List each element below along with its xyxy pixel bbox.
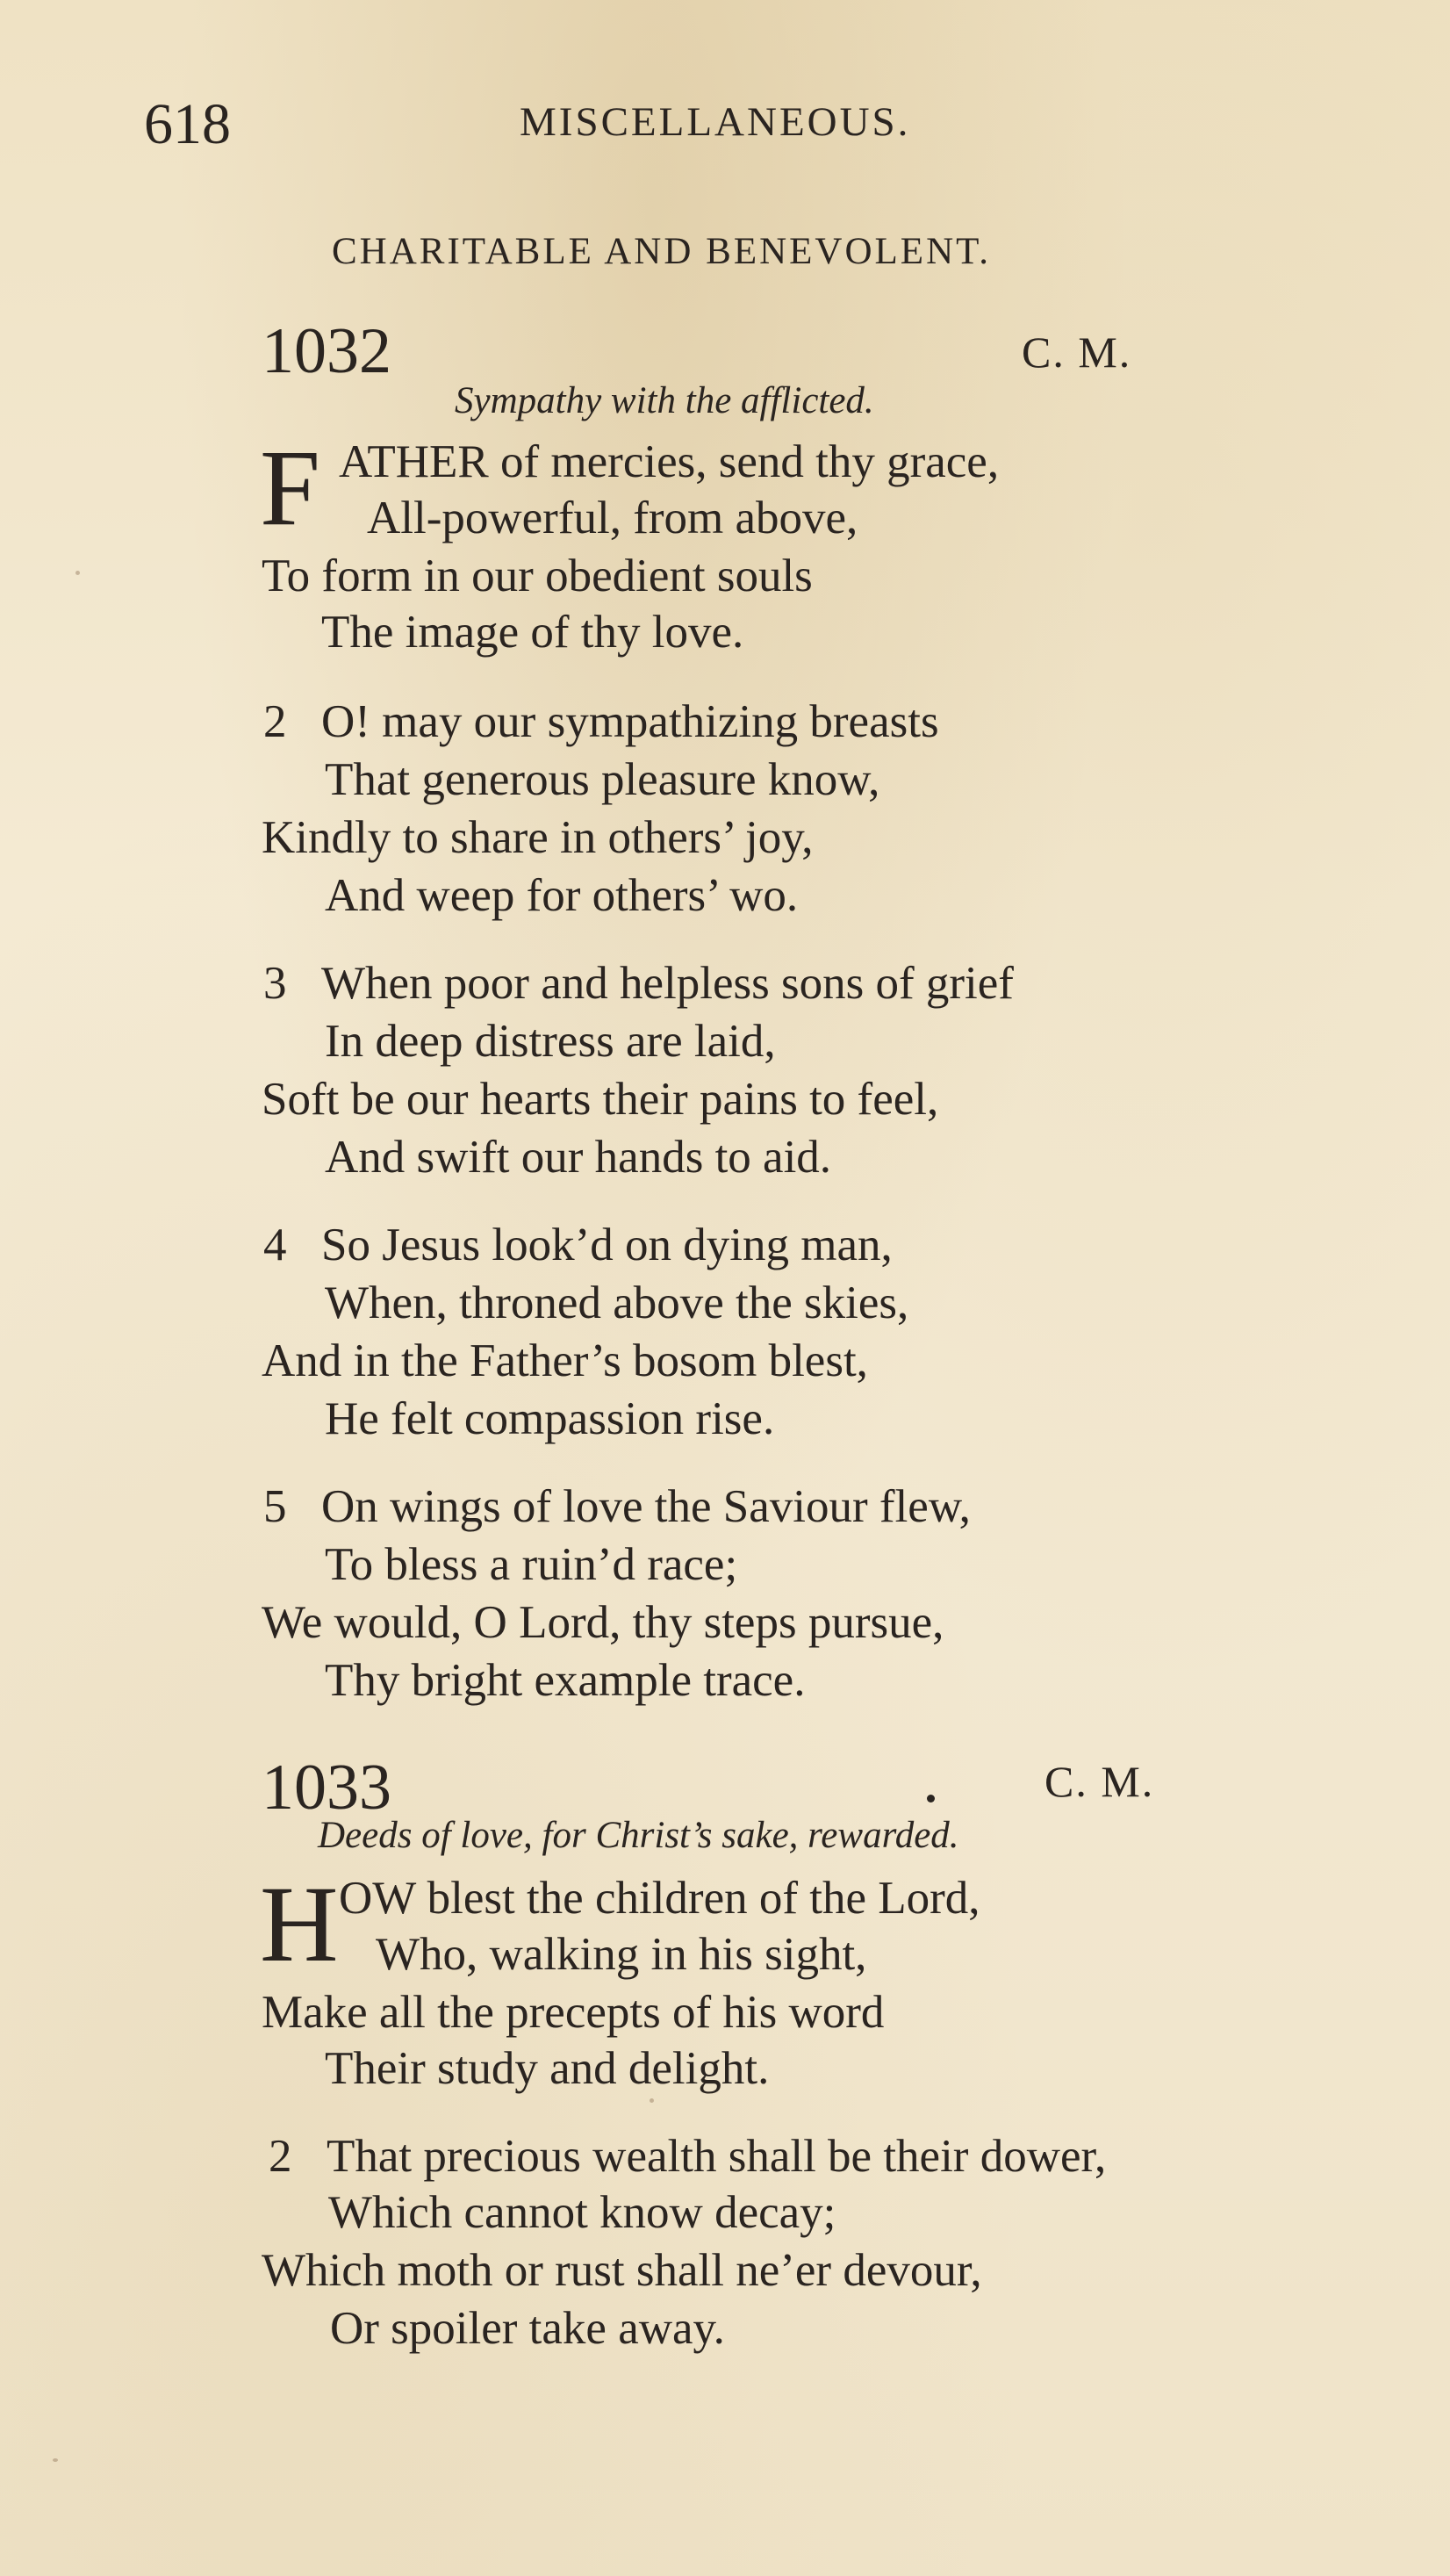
hymn-line: On wings of love the Saviour flew, — [321, 1481, 971, 1532]
drop-cap: F — [260, 428, 320, 548]
hymn-line: O! may our sympathizing breasts — [321, 696, 939, 747]
hymn-line: So Jesus look’d on dying man, — [321, 1220, 893, 1270]
hymn-line: And in the Father’s bosom blest, — [262, 1335, 868, 1386]
page-header: MISCELLANEOUS. — [520, 99, 911, 145]
hymn-line: Thy bright example trace. — [325, 1655, 806, 1706]
hymn-line: Or spoiler take away. — [330, 2303, 725, 2354]
paper-speck — [650, 2098, 654, 2103]
hymn-line: Which cannot know decay; — [328, 2187, 836, 2238]
hymn-line: He felt compassion rise. — [325, 1393, 775, 1444]
hymn-line: Make all the precepts of his word — [262, 1987, 885, 2038]
section-title: CHARITABLE AND BENEVOLENT. — [332, 231, 991, 272]
hymn-subtitle: Sympathy with the afflicted. — [455, 380, 874, 421]
hymn-number: 1033 — [262, 1752, 391, 1824]
hymn-line: Kindly to share in others’ joy, — [262, 812, 814, 863]
hymn-meter: C. M. — [1044, 1757, 1155, 1806]
page-number: 618 — [144, 92, 231, 156]
hymn-line: To bless a ruin’d race; — [325, 1539, 738, 1590]
hymn-number: 1032 — [262, 315, 391, 387]
drop-cap: H — [260, 1864, 339, 1984]
hymn-line: Who, walking in his sight, — [376, 1929, 867, 1980]
hymn-line: And weep for others’ wo. — [325, 870, 799, 921]
print-dot — [927, 1795, 935, 1802]
hymn-line: The image of thy love. — [321, 607, 744, 658]
hymn-line: We would, O Lord, thy steps pursue, — [262, 1597, 944, 1648]
hymn-subtitle: Deeds of love, for Christ’s sake, rewarded. — [318, 1815, 959, 1856]
hymn-line: That precious wealth shall be their dower, — [327, 2131, 1107, 2182]
paper-speck — [75, 571, 80, 575]
hymn-line: That generous pleasure know, — [325, 754, 880, 805]
stanza-number: 2 — [263, 696, 287, 747]
hymn-line: And swift our hands to aid. — [325, 1132, 832, 1183]
hymn-line: OW blest the children of the Lord, — [339, 1873, 980, 1924]
hymn-line: In deep distress are laid, — [325, 1016, 776, 1067]
hymn-line: Which moth or rust shall ne’er devour, — [262, 2245, 982, 2296]
hymn-line: When, throned above the skies, — [325, 1277, 909, 1328]
hymn-line: Their study and delight. — [325, 2043, 770, 2094]
paper-speck — [53, 2458, 58, 2462]
hymn-line: ATHER of mercies, send thy grace, — [339, 436, 1000, 487]
stanza-number: 3 — [263, 958, 287, 1009]
stanza-number: 5 — [263, 1481, 287, 1532]
stanza-number: 2 — [269, 2131, 292, 2182]
hymn-line: When poor and helpless sons of grief — [321, 958, 1014, 1009]
stanza-number: 4 — [263, 1220, 287, 1270]
hymn-meter: C. M. — [1022, 327, 1132, 377]
hymn-line: All-powerful, from above, — [367, 493, 858, 543]
hymn-line: To form in our obedient souls — [262, 550, 813, 601]
hymn-line: Soft be our hearts their pains to feel, — [262, 1074, 939, 1125]
